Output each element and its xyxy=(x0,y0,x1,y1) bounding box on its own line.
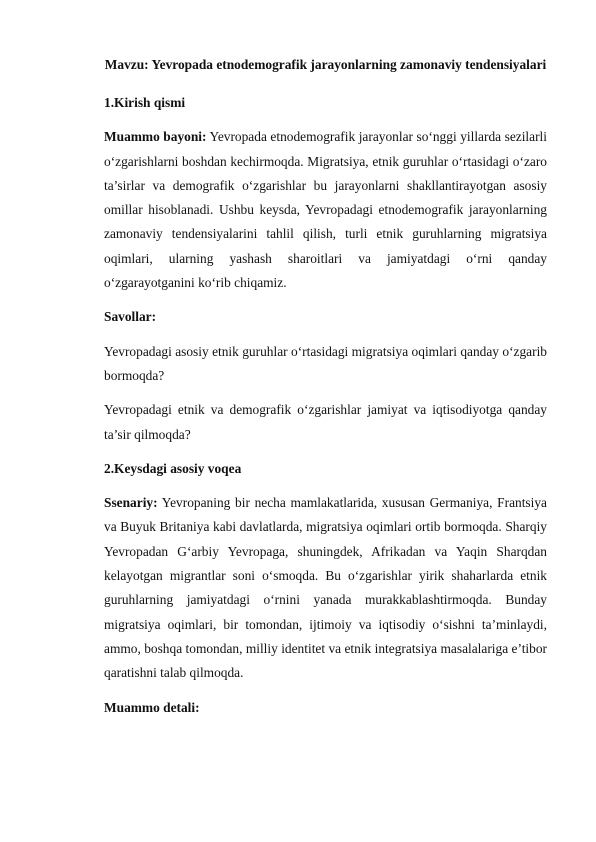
document-page xyxy=(104,52,547,730)
scenario-label: Ssenariy: xyxy=(104,495,158,511)
problem-statement-paragraph xyxy=(104,125,547,295)
scenario-paragraph xyxy=(104,491,547,685)
problem-details-heading: Muammo detali: xyxy=(104,699,200,715)
section-heading-main-event: 2.Keysdagi asosiy voqea xyxy=(104,460,242,476)
problem-statement-text: Yevropada etnodemografik jarayonlar so‘nggi yillarda sezilarli o‘zgarishlarni boshdan kechirmoqda. Migratsiya, etnik guruhlar o‘rtasidagi o‘zaro ta’sirlar va demografik o‘zgarishlar bu jarayonlarni shakllantirayotgan asosiy omillar hisoblanadi. Ushbu keysda, Yevropadagi etnodemografik jarayonlarning zamonaviy tendensiyalarini tahlil qilish, turli etnik guruhlarning migratsiya oqimlari, ularning yashash sharoitlari va jamiyatdagi o‘rni qanday o‘zgarayotganini ko‘rib chiqamiz. xyxy=(104,129,547,291)
questions-heading: Savollar: xyxy=(104,309,157,325)
scenario-text: Yevropaning bir necha mamlakatlarida, xususan Germaniya, Frantsiya va Buyuk Britaniya kabi davlatlarda, migratsiya oqimlari ortib bormoqda. Sharqiy Yevropadan G‘arbiy Yevropaga, shuningdek, Afrikadan va Yaqin Sharqdan kelayotgan migrantlar soni o‘smoqda. Bu o‘zgarishlar yirik shaharlarda etnik guruhlarning jamiyatdagi o‘rnini yanada murakkablashtirmoqda. Bunday migratsiya oqimlari, bir tomondan, ijtimoiy va iqtisodiy o‘sishni ta’minlaydi, ammo, boshqa tomondan, milliy identitet va etnik integratsiya masalalariga e’tibor qaratishni talab qilmoqda. xyxy=(104,495,547,681)
document-title: Mavzu: Yevropada etnodemografik jarayonlarning zamonaviy tendensiyalari xyxy=(104,57,547,72)
problem-statement-label: Muammo bayoni: xyxy=(104,129,207,145)
section-heading-intro: 1.Kirish qismi xyxy=(104,95,186,110)
question-1: Yevropadagi asosiy etnik guruhlar o‘rtasidagi migratsiya oqimlari qanday o‘zgarib bormoqda? xyxy=(104,343,547,383)
question-2: Yevropadagi etnik va demografik o‘zgarishlar jamiyat va iqtisodiyotga qanday ta’sir qilmoqda? xyxy=(104,402,547,442)
